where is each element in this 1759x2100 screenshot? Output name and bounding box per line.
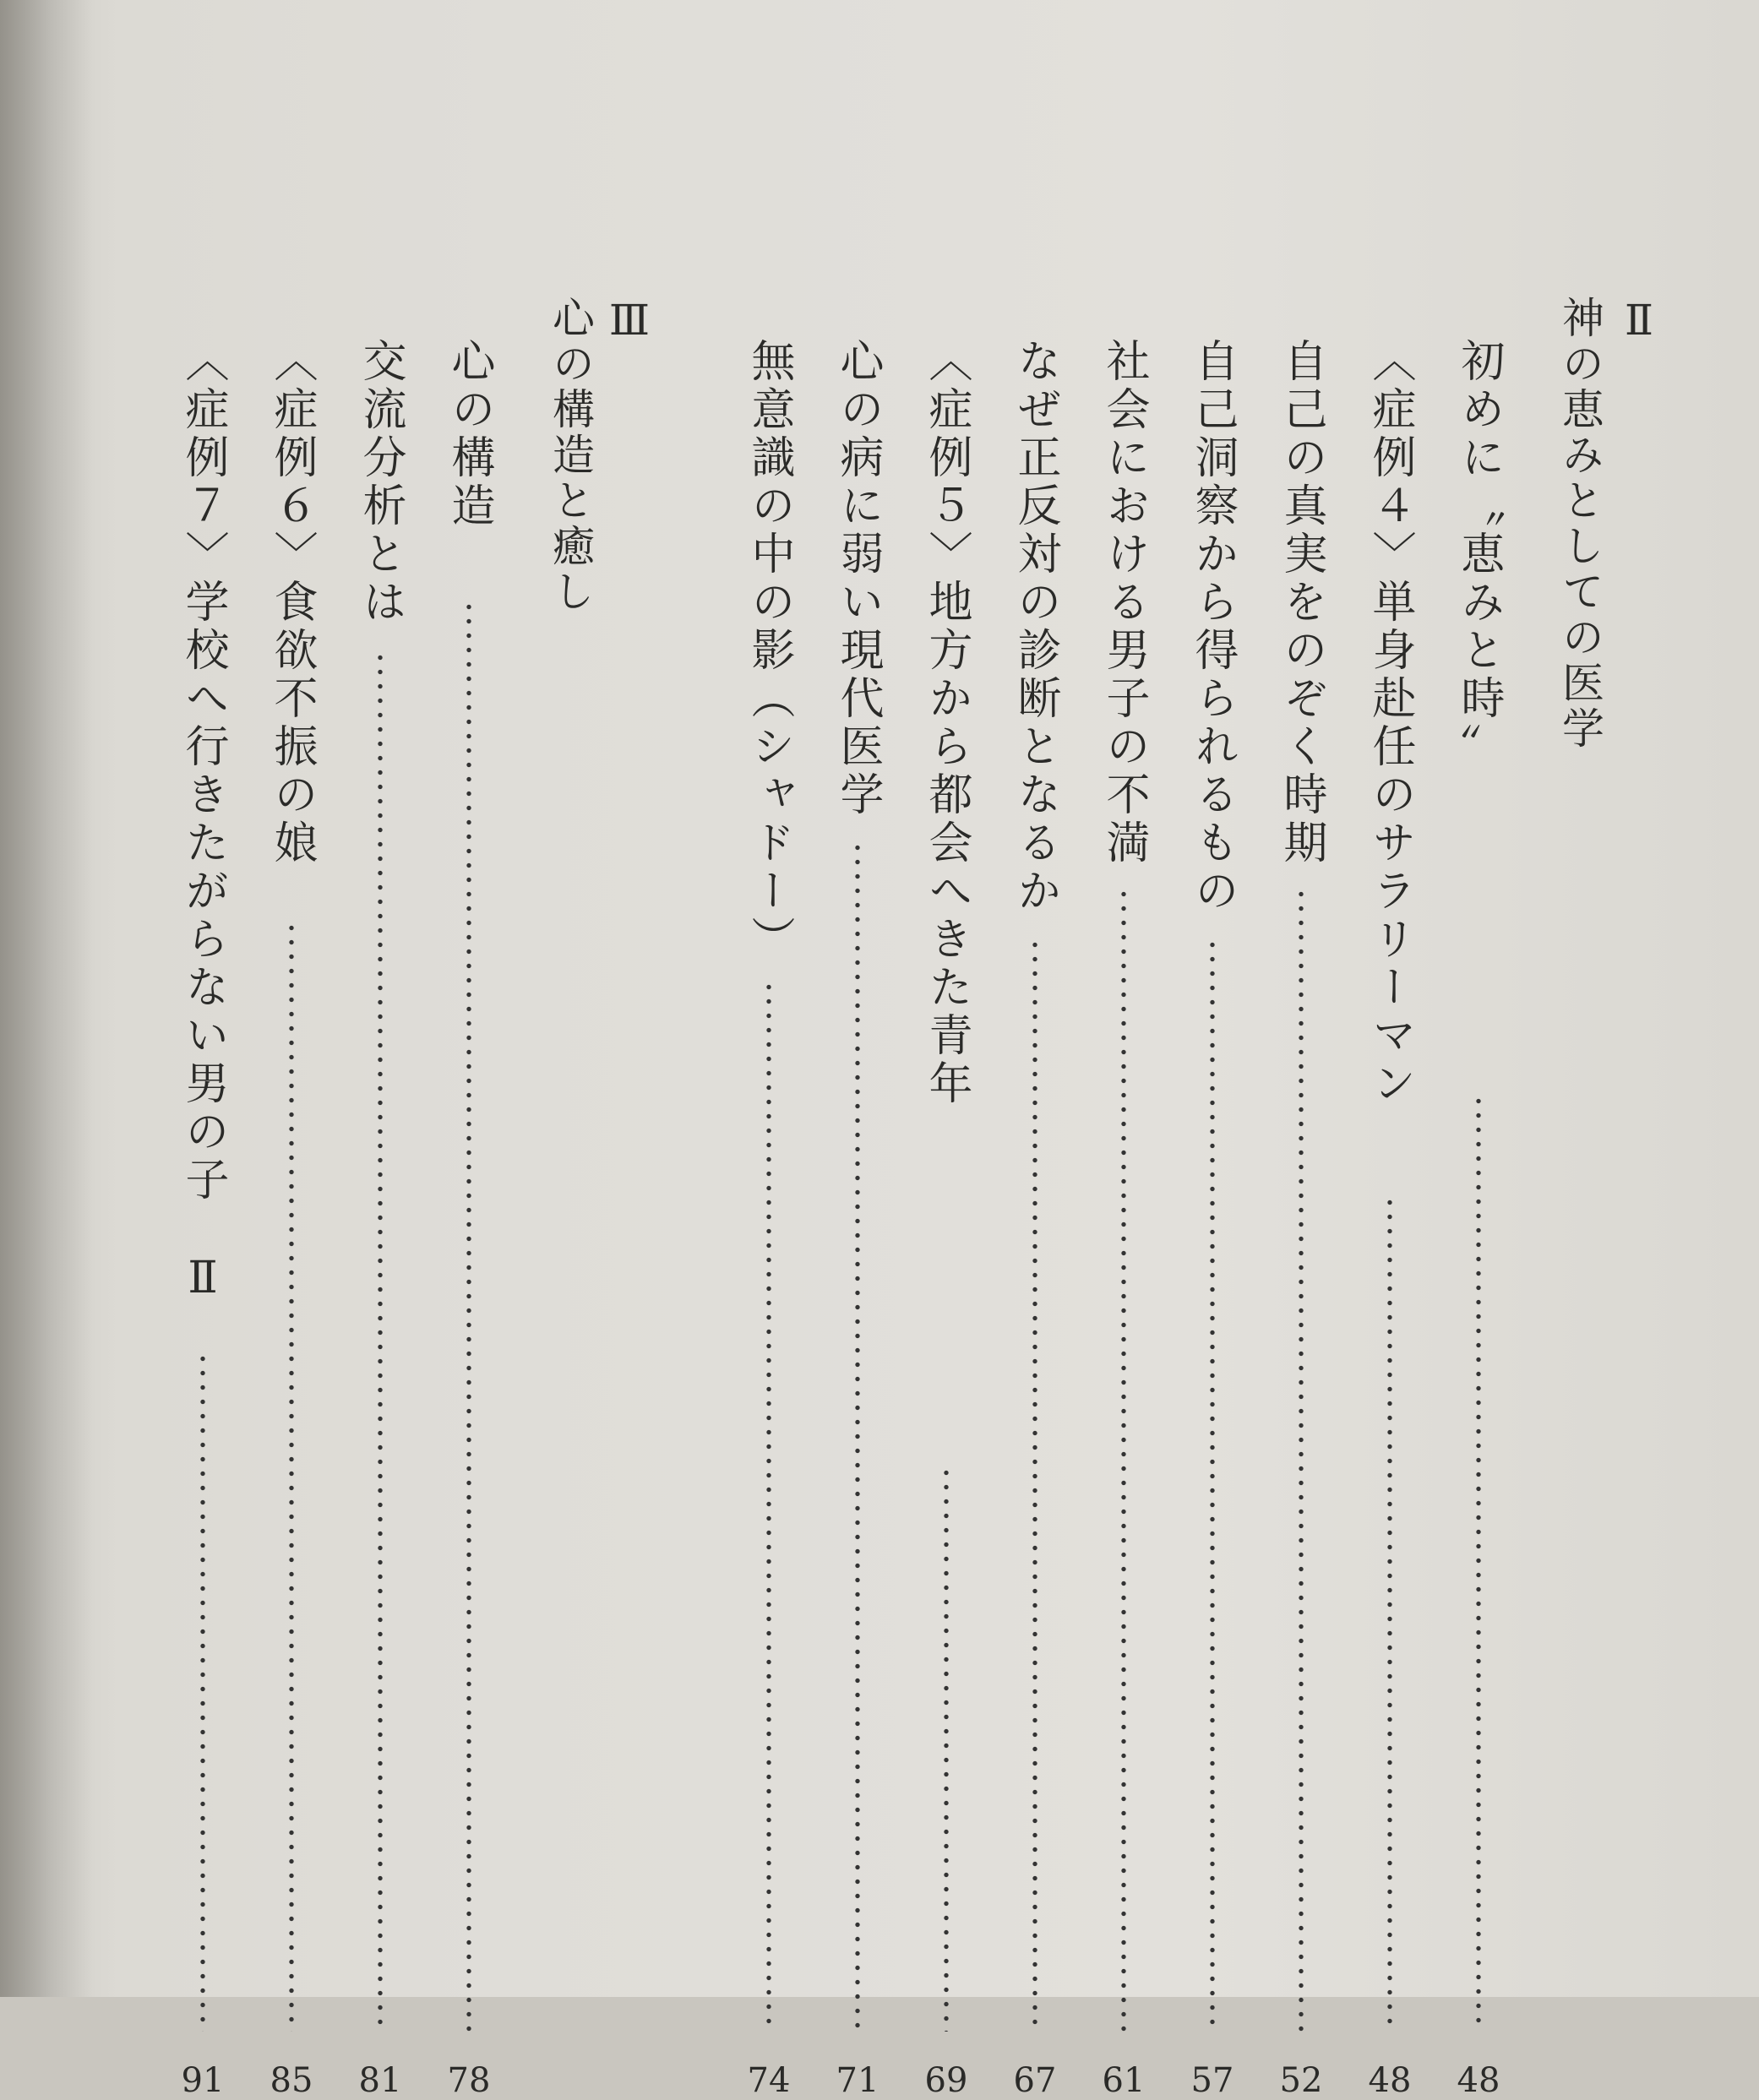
toc-entry (439, 279, 498, 2100)
toc-entry-page: 48 (1368, 2061, 1412, 2100)
toc-entry-title: 交流分析とは (355, 338, 406, 627)
toc-entry-page: 78 (447, 2061, 491, 2100)
toc-entry (917, 279, 976, 2100)
toc-entry (828, 279, 887, 2100)
leader-dots (854, 841, 861, 2032)
toc-entry-page: 81 (358, 2061, 402, 2100)
toc-entry (351, 279, 410, 2100)
leader-dots (1386, 1195, 1393, 2032)
leader-dots (1209, 938, 1216, 2032)
toc-entry-title: なぜ正反対の診断となるか (1010, 338, 1060, 916)
toc-entry-page: 85 (270, 2061, 313, 2100)
toc-entry (739, 279, 798, 2100)
leader-dots (1120, 887, 1127, 2032)
section-heading-2 (1550, 296, 1664, 2027)
section-number: Ⅲ (605, 296, 654, 348)
toc-entry-page: 67 (1013, 2061, 1057, 2100)
toc-entry-title: 〈症例４〉単身赴任のサラリーマン (1364, 338, 1415, 1108)
toc-entry-title: 無意識の中の影（シャドー） (743, 338, 794, 964)
toc-entry (1449, 279, 1508, 2100)
toc-entry-title: 〈症例６〉食欲不振の娘 (266, 338, 317, 868)
toc-entry-page: 71 (836, 2061, 880, 2100)
leader-dots (1298, 887, 1304, 2032)
section-heading-3 (541, 296, 654, 2027)
toc-entry-title: 自己の真実をのぞく時期 (1276, 338, 1326, 868)
toc-entry-title: 〈症例７〉学校へ行きたがらない男の子 Ⅱ (177, 338, 228, 1308)
toc-entry-page: 61 (1102, 2061, 1146, 2100)
section-title: 神の恵みとしての医学 (1555, 296, 1604, 752)
toc-entry (173, 279, 232, 2100)
leader-dots (288, 921, 295, 2032)
toc-entry-title: 心の構造 (444, 338, 494, 530)
leader-dots (466, 600, 472, 2032)
toc-entry (1005, 279, 1065, 2100)
leader-dots (943, 1466, 950, 2032)
toc-entry-page: 91 (181, 2061, 225, 2100)
leader-dots (765, 980, 772, 2032)
toc-entry (1183, 279, 1242, 2100)
toc-entry-page: 74 (747, 2061, 791, 2100)
toc-entry-page: 52 (1279, 2061, 1323, 2100)
toc-entry (1360, 279, 1419, 2100)
leader-dots (1032, 938, 1038, 2032)
section-number: Ⅱ (1615, 296, 1664, 348)
toc-entry-title: 〈症例５〉地方から都会へきた青年 (921, 338, 972, 1108)
toc-entry-page: 69 (924, 2061, 968, 2100)
leader-dots (1475, 1094, 1482, 2032)
toc-entry-title: 初めに〝恵みと時〟 (1453, 338, 1504, 771)
toc-entry-title: 社会における男子の不満 (1098, 338, 1149, 868)
leader-dots (377, 650, 384, 2032)
section-title: 心の構造と癒し (546, 296, 595, 615)
toc-entry-title: 心の病に弱い現代医学 (832, 338, 883, 819)
toc-entry-title: 自己洞察から得られるもの (1187, 338, 1238, 916)
toc-entry (1094, 279, 1153, 2100)
leader-dots (199, 1352, 206, 2032)
toc-entry-page: 57 (1190, 2061, 1234, 2100)
toc-entry (262, 279, 321, 2100)
toc-entry-page: 48 (1457, 2061, 1500, 2100)
toc-entry (1272, 279, 1331, 2100)
